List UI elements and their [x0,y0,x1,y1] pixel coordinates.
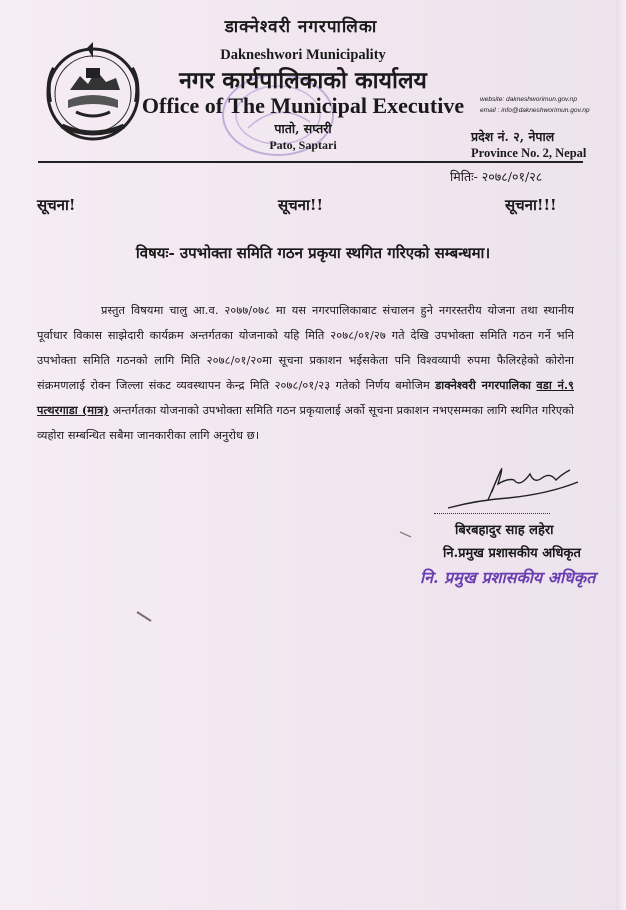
notice-label-left: सूचना! [37,196,76,214]
body-ward: वडा नं.९ पत्थरगाडा (मात्र) [37,378,574,417]
paper-edge [616,0,626,910]
designation-stamp: नि. प्रमुख प्रशासकीय अधिकृत [420,568,596,587]
place-nepali: पातो, सप्तरी [274,121,332,136]
email-text: email : info@dakneshworimun.gov.np [480,107,590,114]
municipality-name-nepali: डाक्नेश्वरी नगरपालिका [224,17,378,37]
contact-info [480,94,590,116]
municipality-name-english: Dakneshwori Municipality [220,47,386,63]
office-name-english: Office of The Municipal Executive [141,93,465,118]
office-name-nepali: नगर कार्यपालिकाको कार्यालय [179,67,427,94]
province-nepali: प्रदेश नं. २, नेपाल [471,129,555,144]
province-english: Province No. 2, Nepal [471,146,587,160]
notice-label-right: सूचना!!! [505,196,557,214]
signatory-name: बिरबहादुर साह लहेरा [455,523,554,538]
ink-smudge [398,530,414,540]
body-municipality-name: डाक्नेश्वरी नगरपालिका [435,378,532,392]
handwritten-signature [438,460,583,515]
letter-body [37,298,574,448]
ink-smudge [135,610,155,624]
letter-subject: विषयः- उपभोक्ता समिति गठन प्रकृया स्थगित गरिएको सम्बन्धमा। [135,244,491,262]
signatory-title: नि.प्रमुख प्रशासकीय अधिकृत [443,546,581,561]
notice-label-center: सूचना!! [278,196,324,214]
signature-line [434,513,550,514]
body-text-part1: प्रस्तुत विषयमा चालु आ.व. २०७७/०७८ मा यस नगरपालिकाबाट संचालन हुने नगरस्तरीय योजना तथा स्थानीय पूर्वाधार विकास साझेदारी कार्यक्रम अन्तर्गतका योजनाको यहि मिति २०७८/०१/२७ गते देखि उपभोक्ता समिति गठन गर्ने भनि उपभोक्ता समिति गठनको लागि मिति २०७८/०१/२०मा सूचना प्रकाशन भईसकेता पनि विश्वव्यापी रुपमा फैलिरहेको कोरोना संक्रमणलाई रोक्न जिल्ला संकट व्यवस्थापन केन्द्र मिति २०७८/०१/२३ गतेको निर्णय बमोजिम [37,304,574,392]
header-divider [38,161,583,163]
place-english: Pato, Saptari [269,138,337,152]
body-text-part2: अन्तर्गतका योजनाको उपभोक्ता समिति गठन प्रकृयालाई अर्को सूचना प्रकाशन नभएसम्मका लागि स्थगित गरिएको व्यहोरा सम्बन्धित सबैमा जानकारीका लागि अनुरोध छ। [37,404,574,442]
letter-date: मितिः- २०७८/०१/२८ [450,169,543,184]
website-text: website: dakneshworimun.gov.np [480,96,578,103]
